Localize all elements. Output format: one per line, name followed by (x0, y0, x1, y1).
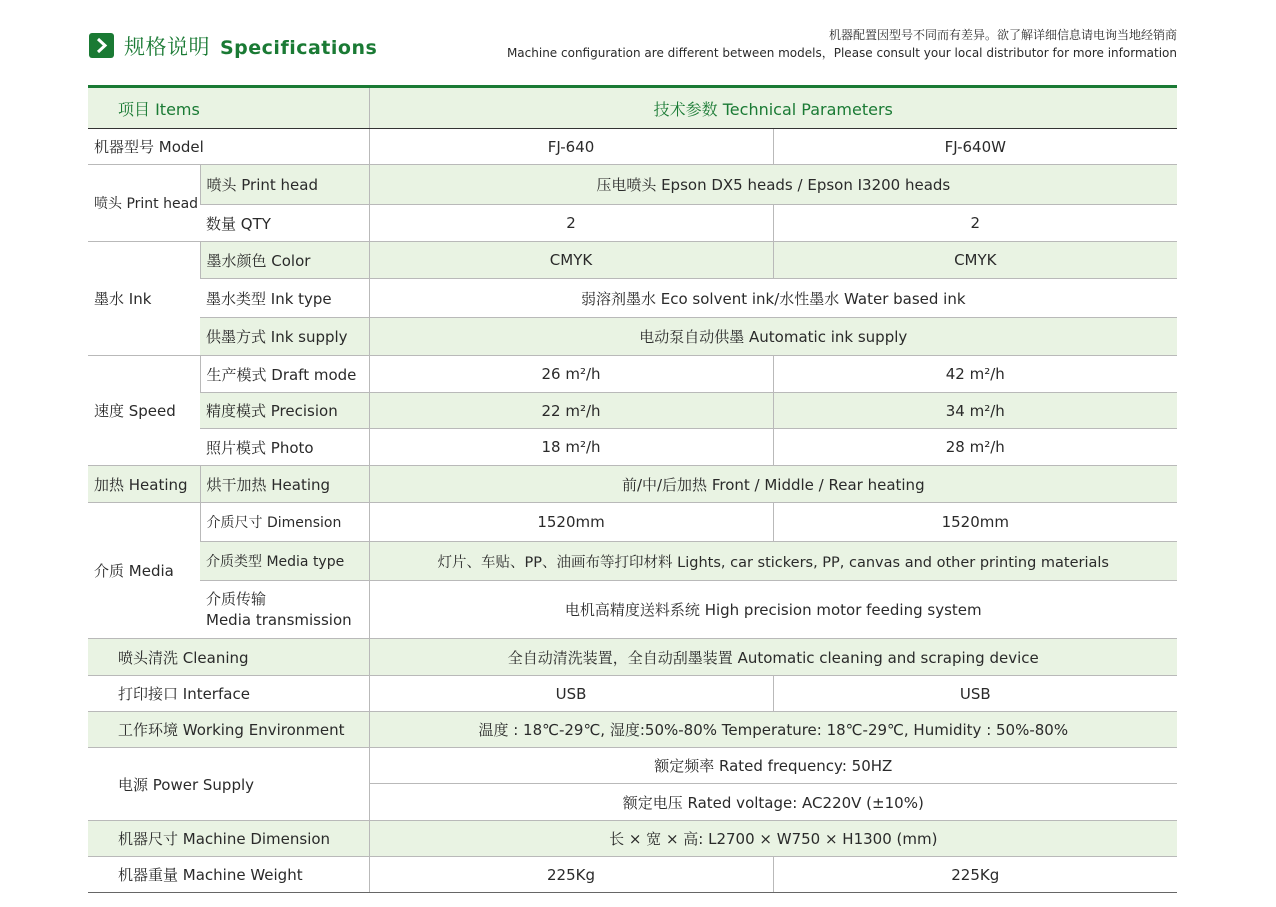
table-row (88, 466, 1177, 503)
environment-label: 工作环境 Working Environment (88, 712, 369, 748)
printhead-label: 喷头 Print head (200, 165, 369, 205)
media-transmission-label (200, 581, 369, 639)
weight-value-1: 225Kg (369, 857, 773, 893)
precision-value-1: 22 m²/h (369, 393, 773, 429)
media-transmission-value: 电机高精度送料系统 High precision motor feeding system (369, 581, 1177, 639)
cleaning-label: 喷头清洗 Cleaning (88, 639, 369, 676)
qty-value-1: 2 (369, 205, 773, 242)
photo-value-2: 28 m²/h (773, 429, 1177, 466)
table-row (88, 712, 1177, 748)
model-label: 机器型号 Model (88, 129, 369, 165)
ink-color-label: 墨水颜色 Color (200, 242, 369, 279)
media-category: 介质 Media (88, 503, 200, 639)
ink-color-value-1: CMYK (369, 242, 773, 279)
ink-supply-value: 电动泵自动供墨 Automatic ink supply (369, 318, 1177, 356)
table-row (88, 748, 1177, 784)
model-value-2: FJ-640W (773, 129, 1177, 165)
ink-type-label: 墨水类型 Ink type (200, 279, 369, 318)
heating-label: 烘干加热 Heating (200, 466, 369, 503)
photo-label: 照片模式 Photo (200, 429, 369, 466)
params-header: 技术参数 Technical Parameters (369, 87, 1177, 129)
table-row (88, 393, 1177, 429)
ink-category: 墨水 Ink (88, 242, 200, 356)
precision-value-2: 34 m²/h (773, 393, 1177, 429)
photo-value-1: 18 m²/h (369, 429, 773, 466)
heating-value: 前/中/后加热 Front / Middle / Rear heating (369, 466, 1177, 503)
draft-value-1: 26 m²/h (369, 356, 773, 393)
interface-value-1: USB (369, 676, 773, 712)
table-row (88, 581, 1177, 639)
model-value-1: FJ-640 (369, 129, 773, 165)
media-dimension-label: 介质尺寸 Dimension (200, 503, 369, 542)
media-dimension-value-1: 1520mm (369, 503, 773, 542)
weight-label: 机器重量 Machine Weight (88, 857, 369, 893)
power-label: 电源 Power Supply (88, 748, 369, 821)
specifications-table (88, 85, 1177, 893)
media-dimension-value-2: 1520mm (773, 503, 1177, 542)
power-frequency-value: 额定频率 Rated frequency: 50HZ (369, 748, 1177, 784)
table-row (88, 542, 1177, 581)
config-note-cn: 机器配置因型号不同而有差异。欲了解详细信息请电询当地经销商 (828, 28, 1177, 42)
table-row (88, 165, 1177, 205)
table-row (88, 821, 1177, 857)
machine-dimension-label: 机器尺寸 Machine Dimension (88, 821, 369, 857)
table-row (88, 242, 1177, 279)
table-row (88, 857, 1177, 893)
draft-value-2: 42 m²/h (773, 356, 1177, 393)
table-row (88, 318, 1177, 356)
interface-value-2: USB (773, 676, 1177, 712)
printhead-value: 压电喷头 Epson DX5 heads / Epson I3200 heads (369, 165, 1177, 205)
page-title (124, 31, 377, 61)
title-en: Specifications (220, 37, 378, 59)
table-row (88, 639, 1177, 676)
items-header: 项目 Items (88, 87, 369, 129)
ink-color-value-2: CMYK (773, 242, 1177, 279)
title-cn: 规格说明 (124, 35, 210, 59)
table-row (88, 279, 1177, 318)
table-row (88, 676, 1177, 712)
precision-label: 精度模式 Precision (200, 393, 369, 429)
media-type-label: 介质类型 Media type (200, 542, 369, 581)
ink-supply-label: 供墨方式 Ink supply (200, 318, 369, 356)
weight-value-2: 225Kg (773, 857, 1177, 893)
interface-label: 打印接口 Interface (88, 676, 369, 712)
heating-category: 加热 Heating (88, 466, 200, 503)
config-note-en: Machine configuration are different between models，Please consult your local distributor for more information (506, 46, 1177, 60)
media-transmission-label-cn: 介质传输 (206, 589, 267, 608)
media-type-value: 灯片、车贴、PP、油画布等打印材料 Lights, car stickers, PP, canvas and other printing materials (369, 542, 1177, 581)
cleaning-value: 全自动清洗装置，全自动刮墨装置 Automatic cleaning and scraping device (369, 639, 1177, 676)
table-row (88, 429, 1177, 466)
printhead-category: 喷头 Print head (88, 165, 200, 242)
qty-value-2: 2 (773, 205, 1177, 242)
environment-value: 温度 : 18℃-29℃, 湿度:50%-80% Temperature: 18℃-29℃, Humidity : 50%-80% (369, 712, 1177, 748)
table-row (88, 205, 1177, 242)
ink-type-value: 弱溶剂墨水 Eco solvent ink/水性墨水 Water based ink (369, 279, 1177, 318)
table-row (88, 356, 1177, 393)
chevron-right-icon (89, 33, 114, 58)
power-voltage-value: 额定电压 Rated voltage: AC220V (±10%) (369, 784, 1177, 821)
table-header-row (88, 87, 1177, 129)
qty-label: 数量 QTY (200, 205, 369, 242)
media-transmission-label-en: Media transmission (206, 610, 352, 629)
table-row (88, 129, 1177, 165)
draft-label: 生产模式 Draft mode (200, 356, 369, 393)
table-row (88, 503, 1177, 542)
speed-category: 速度 Speed (88, 356, 200, 466)
machine-dimension-value: 长 × 宽 × 高: L2700 × W750 × H1300 (mm) (369, 821, 1177, 857)
